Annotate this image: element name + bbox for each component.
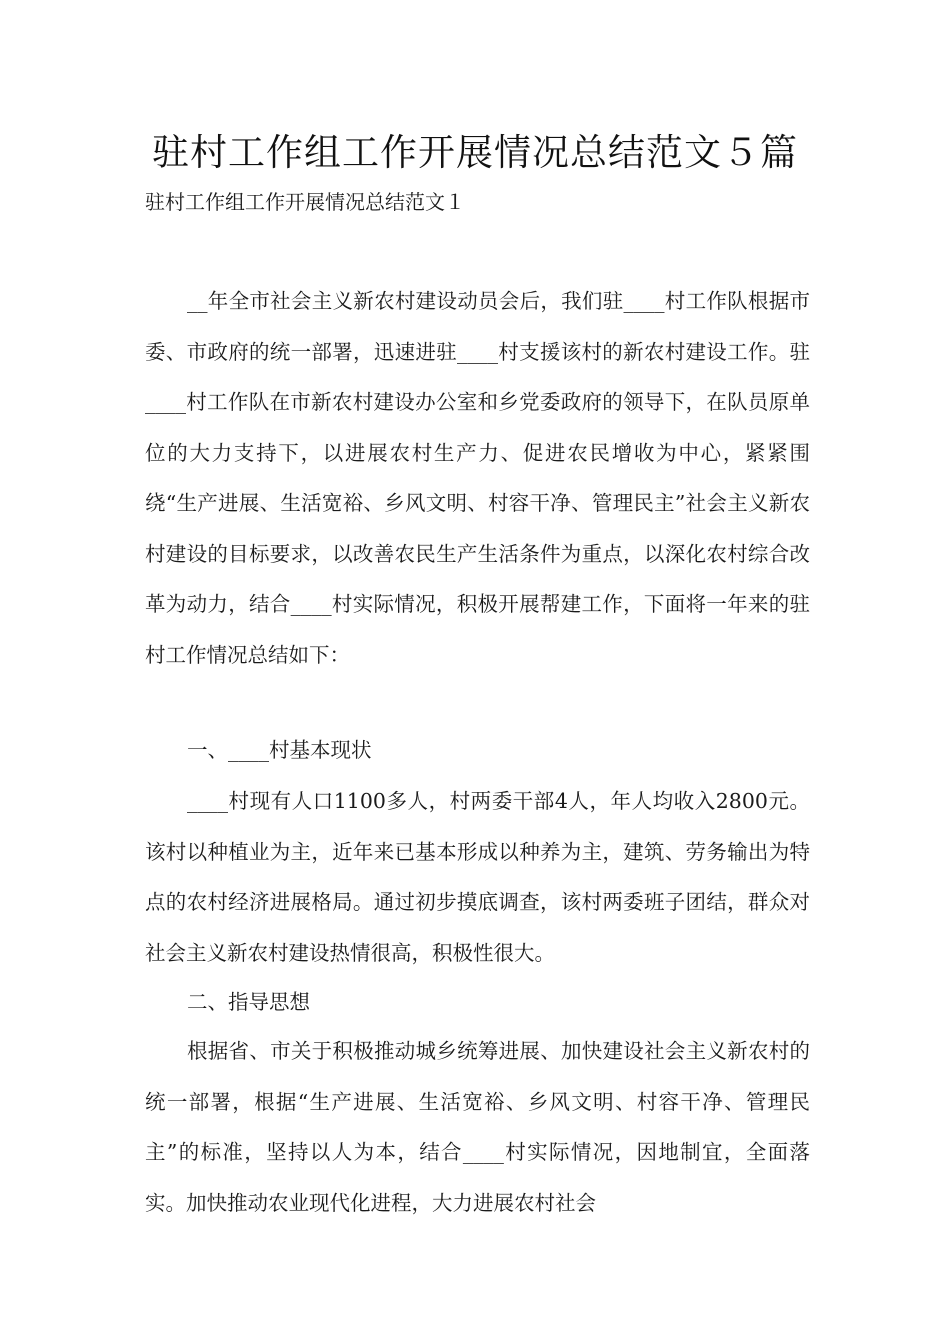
basic-status-paragraph: ____村现有人口1100多人，村两委干部4人，年人均收入2800元。该村以种植业为主，近年来已基本形成以种养为主，建筑、劳务输出为特点的农村经济进展格局。通过初步摸底调查，该村两委班子团结，群众对社会主义新农村建设热情很高，积极性很大。 [145,789,810,965]
section-heading-guiding-ideology: 二、指导思想 [187,990,310,1014]
section-heading-basic-status: 一、____村基本现状 [187,738,372,762]
document-subtitle: 驻村工作组工作开展情况总结范文１ [145,190,465,214]
intro-paragraph: __年全市社会主义新农村建设动员会后，我们驻____村工作队根据市委、市政府的统一部署，迅速进驻____村支援该村的新农村建设工作。驻____村工作队在市新农村建设办公室和乡党委政府的领导下，在队员原单位的大力支持下，以进展农村生产力、促进农民增收为中心，紧紧围绕“生产进展、生活宽裕、乡风文明、村容干净、管理民主”社会主义新农村建设的目标要求，以改善农民生产生活条件为重点，以深化农村综合改革为动力，结合____村实际情况，积极开展帮建工作，下面将一年来的驻村工作情况总结如下： [145,289,810,667]
guiding-ideology-paragraph: 根据省、市关于积极推动城乡统筹进展、加快建设社会主义新农村的统一部署，根据“生产进展、生活宽裕、乡风文明、村容干净、管理民主”的标准，坚持以人为本，结合____村实际情况，因地制宜，全面落实。加快推动农业现代化进程，大力进展农村社会 [145,1039,810,1215]
document-title: 驻村工作组工作开展情况总结范文５篇 [152,131,798,174]
